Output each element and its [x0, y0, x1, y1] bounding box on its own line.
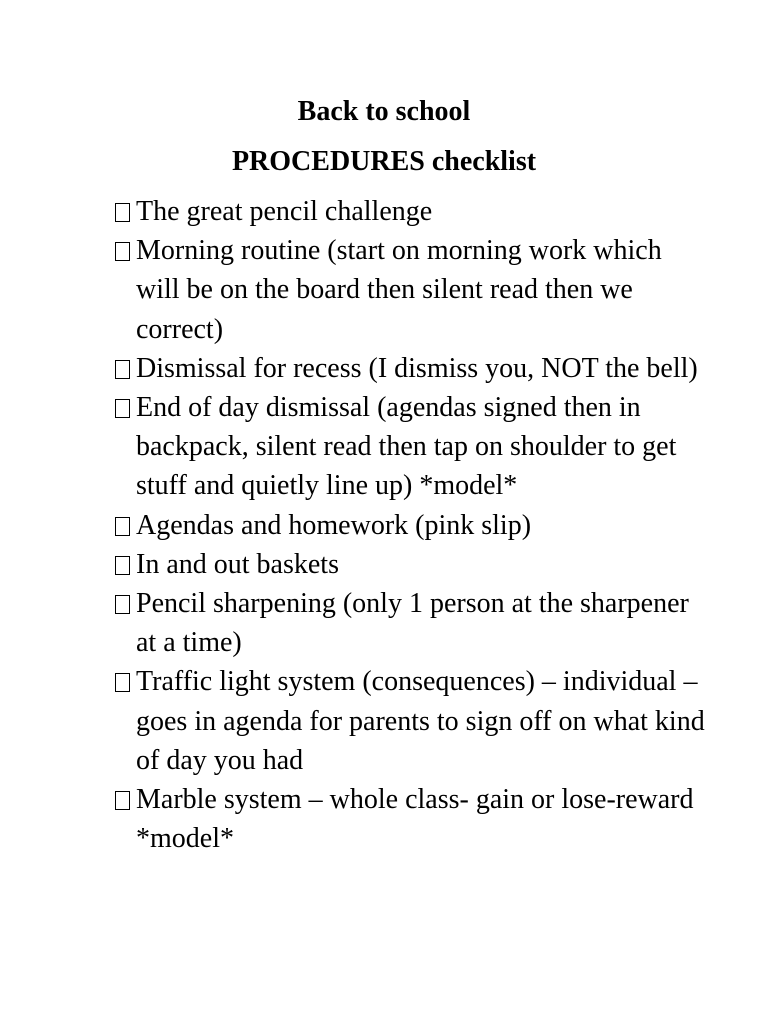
checklist-item-text: Marble system – whole class- gain or lose-reward *model* — [136, 784, 694, 855]
checklist-item — [112, 192, 712, 231]
procedures-checklist — [112, 192, 712, 858]
checklist-item — [112, 662, 712, 780]
checklist-item-text: Pencil sharpening (only 1 person at the sharpener at a time) — [136, 588, 689, 659]
checklist-item-text: The great pencil challenge — [136, 196, 433, 227]
checklist-item — [112, 506, 712, 545]
checklist-item — [112, 780, 712, 858]
checklist-item-text: Traffic light system (consequences) – individual – goes in agenda for parents to sign off on what kind of day you had — [136, 666, 705, 776]
checkbox-icon — [115, 517, 130, 536]
checklist-item — [112, 584, 712, 662]
checklist-item-text: End of day dismissal (agendas signed then in backpack, silent read then tap on shoulder to get stuff and quietly line up) *model* — [136, 392, 677, 502]
checkbox-icon — [115, 595, 130, 614]
checkbox-icon — [115, 242, 130, 261]
checklist-item-text: Agendas and homework (pink slip) — [136, 509, 532, 541]
checklist-item — [112, 388, 712, 506]
document-subtitle: PROCEDURES checklist — [231, 146, 537, 177]
checkbox-icon — [115, 203, 130, 222]
checklist-item — [112, 349, 712, 388]
checkbox-icon — [115, 360, 130, 379]
checkbox-icon — [115, 673, 130, 692]
checklist-item — [112, 231, 712, 349]
checkbox-icon — [115, 791, 130, 810]
checkbox-icon — [115, 399, 130, 418]
checklist-item-text: Dismissal for recess (I dismiss you, NOT the bell) — [136, 352, 698, 384]
checklist-item-text: Morning routine (start on morning work which will be on the board then silent read then we correct) — [136, 235, 662, 345]
document-title: Back to school — [297, 96, 471, 127]
checklist-item-text: In and out baskets — [136, 548, 339, 580]
checkbox-icon — [115, 556, 130, 575]
checklist-item — [112, 545, 712, 584]
